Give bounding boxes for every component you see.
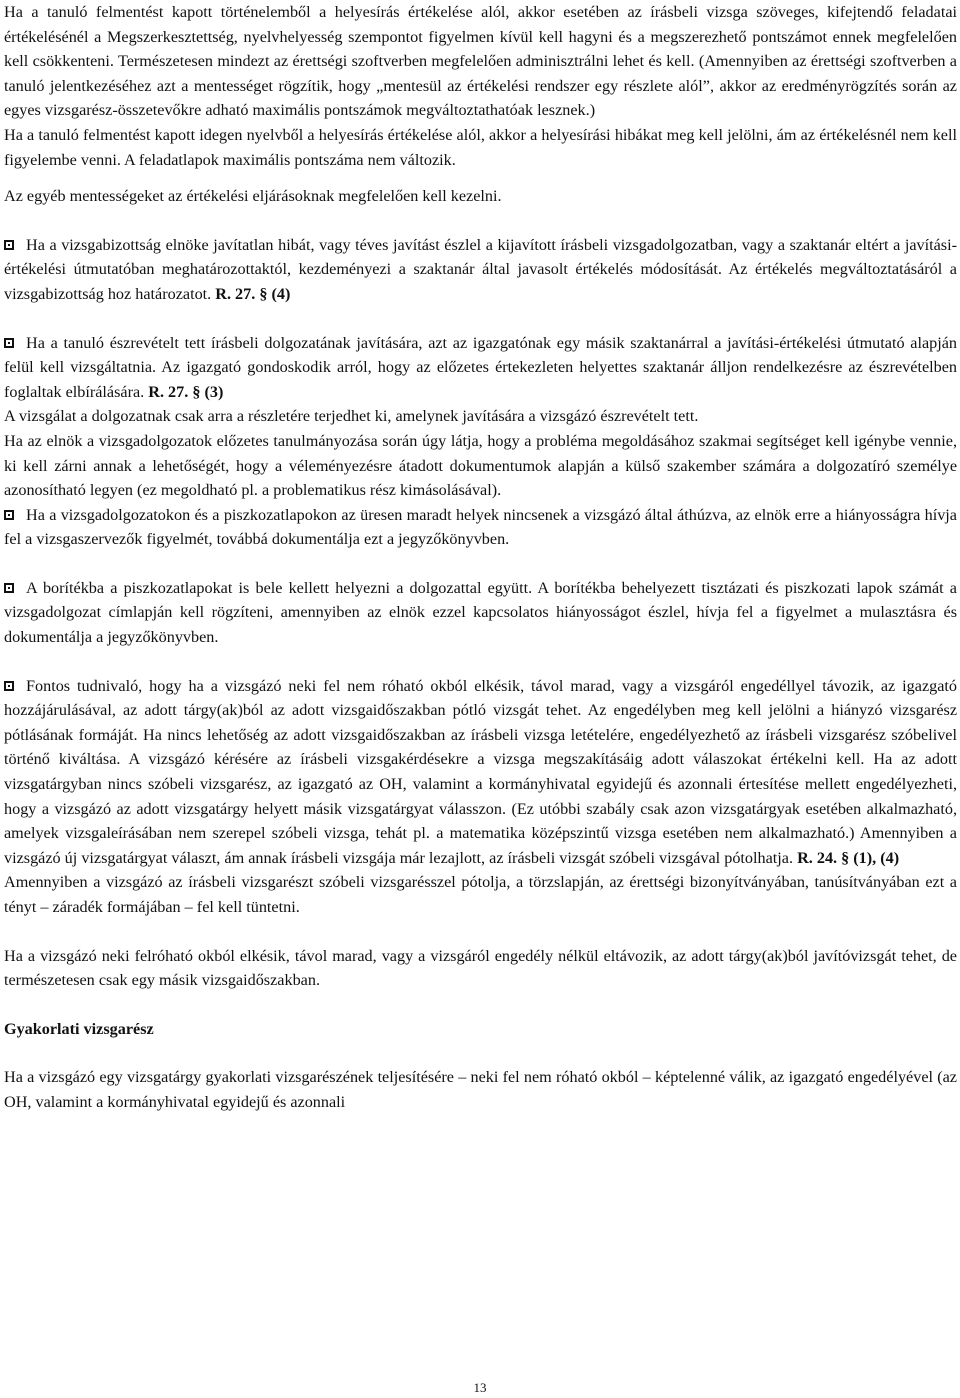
paragraph: Amennyiben a vizsgázó az írásbeli vizsgarészt szóbeli vizsgarésszel pótolja, a törzslapján, az érettségi bizonyítványában, tanúsítványában ezt a tényt – záradék formájában – fel kell tüntetni. xyxy=(4,873,957,916)
square-bullet-icon xyxy=(4,510,14,520)
bullet-paragraph xyxy=(4,503,957,552)
legal-reference: R. 24. § (1), (4) xyxy=(797,848,900,867)
bullet-paragraph xyxy=(4,233,957,307)
paragraph: Ha a tanuló felmentést kapott idegen nyelvből a helyesírás értékelése alól, akkor a helyesírási hibákat meg kell jelölni, ám az értékelésnél nem kell figyelembe venni. A feladatlapok maximális pontszáma nem változik. xyxy=(4,125,957,169)
paragraph-text: Ha a tanuló észrevételt tett írásbeli dolgozatának javítására, azt az igazgatónak egy másik szaktanárral a javítási-értékelési útmutató alapján felül kell vizsgáltatnia. Az igazgató gondoskodik arról, hogy az előzetes értekezleten helyettes szaktanár álljon rendelkezésre az észrevételben foglaltak elbírálására. xyxy=(4,333,957,401)
paragraph: Ha a vizsgázó neki felróható okból elkésik, távol marad, vagy a vizsgáról engedély nélkül eltávozik, az adott tárgy(ak)ból javítóvizsgát tehet, de természetesen csak egy másik vizsgaidőszakban. xyxy=(4,946,957,990)
bullet-paragraph xyxy=(4,674,957,871)
legal-reference: R. 27. § (3) xyxy=(148,382,224,401)
paragraph-text: A borítékba a piszkozatlapokat is bele kellett helyezni a dolgozattal együtt. A borítékba behelyezett tisztázati és piszkozati lapok számát a vizsgadolgozat címlapján kell rögzíteni, amennyiben az elnök ezzel kapcsolatos hiányosságot észlel, hívja fel a figyelmet a mulasztásra és dokumentálja a jegyzőkönyvben. xyxy=(4,578,957,647)
document-page xyxy=(4,0,957,1115)
bullet-paragraph xyxy=(4,576,957,650)
section-heading: Gyakorlati vizsgarész xyxy=(4,1019,154,1038)
paragraph-text: Ha a vizsgabizottság elnöke javítatlan hibát, vagy téves javítást észlel a kijavított írásbeli vizsgadolgozatban, vagy a szaktanár eltért a javítási-értékelési útmutatóban meghatározottaktól, kezdeményezi a szaktanár által javasolt értékelés módosítását. Az értékelés megváltoztatásáról a vizsgabizottság hoz határozatot. xyxy=(4,235,957,303)
paragraph: Ha a tanuló felmentést kapott történelemből a helyesírás értékelése alól, akkor esetében az írásbeli vizsga szöveges, kifejtendő feladatai értékelésénél a Megszerkesztettség, nyelvhelyesség szempontot figyelmen kívül kell hagyni és a megszerezhető pontszámot ennek megfelelően kell csökkenteni. Természetesen mindezt az érettségi szoftverben megfelelően adminisztrálni lehet és kell. (Amennyiben az érettségi szoftverben a tanuló jelentkezéséhez azt a mentességet rögzítik, hogy „mentesül az értékelési rendszer egy részlete alól”, akkor az eredményrögzítés során az egyes vizsgarész-összetevőkre adható maximális pontszámok megváltoztathatóak lesznek.) xyxy=(4,3,957,120)
square-bullet-icon xyxy=(4,240,14,250)
paragraph: A vizsgálat a dolgozatnak csak arra a részletére terjedhet ki, amelynek javítására a vizsgázó észrevételt tett. xyxy=(4,407,699,426)
square-bullet-icon xyxy=(4,338,14,348)
paragraph: Ha a vizsgázó egy vizsgatárgy gyakorlati vizsgarészének teljesítésére – neki fel nem róható okból – képtelenné válik, az igazgató engedélyével (az OH, valamint a kormányhivatal egyidejű és azonnali xyxy=(4,1068,957,1111)
paragraph: Ha az elnök a vizsgadolgozatok előzetes tanulmányozása során úgy látja, hogy a probléma megoldásához szakmai segítséget kell igénybe vennie, ki kell zárni annak a lehetőségét, hogy a véleményezésre átadott dokumentumok alapján a külső szakember számára a dolgozatíró személye azonosítható legyen (ez megoldható pl. a problematikus rész kimásolásával). xyxy=(4,431,957,500)
square-bullet-icon xyxy=(4,583,14,593)
paragraph-text: Fontos tudnivaló, hogy ha a vizsgázó neki fel nem róható okból elkésik, távol marad, vagy a vizsgáról engedéllyel távozik, az igazgató hozzájárulásával, az adott tárgy(ak)ból az adott vizsgaidőszakban pótló vizsgát tehet. Az engedélyben meg kell jelölni a hiányzó vizsgarész pótlásának formáját. Ha nincs lehetőség az adott vizsgaidőszakban az írásbeli vizsga letételére, engedélyezhető az írásbeli vizsgarész szóbelivel történő kiváltása. A vizsgázó kérésére az írásbeli vizsgakérdésekre a vizsga megszakításáig adott válaszokat értékelni kell. Ha az adott vizsgatárgyban nincs szóbeli vizsgarész, az igazgató az OH, valamint a kormányhivatal egyidejű és azonnali értesítése mellett engedélyezheti, hogy a vizsgázó az adott vizsgatárgy helyett másik vizsgatárgyat válasszon. (Ez utóbbi szabály csak azon vizsgatárgyak esetében alkalmazható, amelyek vizsgaleírásában nem szerepel szóbeli vizsga, tehát pl. a matematika középszintű vizsga esetében nem alkalmazható.) Amennyiben a vizsgázó új vizsgatárgyat választ, ám annak írásbeli vizsgája már lezajlott, az írásbeli vizsgát szóbeli vizsgával pótolhatja. xyxy=(4,676,957,867)
page-number: 13 xyxy=(473,1380,487,1395)
legal-reference: R. 27. § (4) xyxy=(215,284,291,303)
bullet-paragraph xyxy=(4,331,957,405)
square-bullet-icon xyxy=(4,681,14,691)
paragraph: Az egyéb mentességeket az értékelési eljárásoknak megfelelően kell kezelni. xyxy=(4,187,502,206)
paragraph-text: Ha a vizsgadolgozatokon és a piszkozatlapokon az üresen maradt helyek nincsenek a vizsgázó által áthúzva, az elnök erre a hiányosságra hívja fel a vizsgaszervezők figyelmét, továbbá dokumentálja ezt a jegyzőkönyvben. xyxy=(4,505,957,549)
